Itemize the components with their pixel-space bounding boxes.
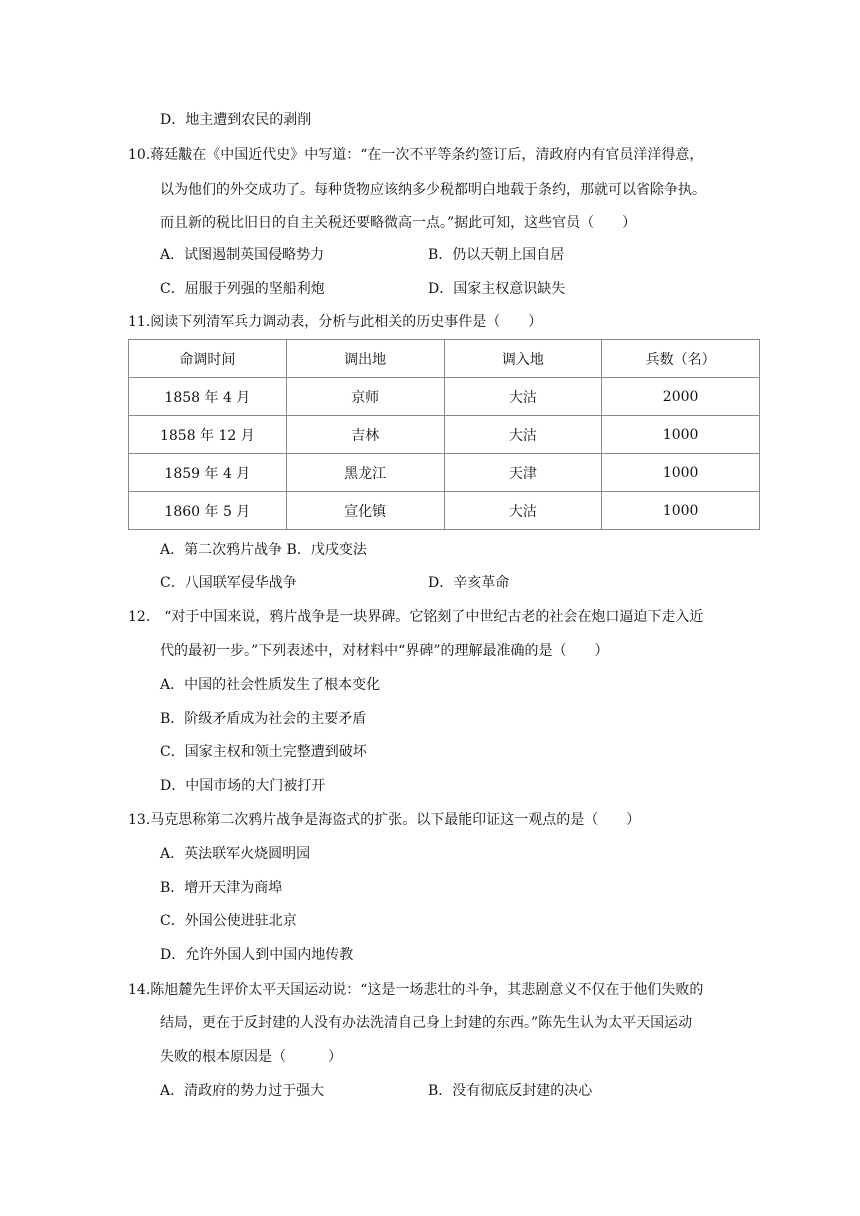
troop-deployment-table [128, 339, 760, 530]
q13-option-a: A．英法联军火烧圆明园 [160, 846, 311, 862]
table-row [129, 454, 760, 492]
table-cell: 吉林 [286, 416, 444, 454]
table-cell: 京师 [286, 378, 444, 416]
q11-option-a-b: A．第二次鸦片战争 B．戊戌变法 [160, 542, 367, 558]
table-row [129, 416, 760, 454]
table-header-row [129, 340, 760, 378]
q10-option-a: A．试图遏制英国侵略势力 [160, 247, 325, 263]
q14-option-a: A．清政府的势力过于强大 [160, 1083, 325, 1099]
q12-stem-line-1: 12. “对于中国来说，鸦片战争是一块界碑。它铭刻了中世纪古老的社会在炮口逼迫下走入近 [128, 609, 704, 625]
q13-option-b: B．增开天津为商埠 [160, 880, 283, 896]
table-cell: 1858 年 12 月 [129, 416, 287, 454]
table-header-cell: 兵数（名） [602, 340, 760, 378]
q12-stem-line-2: 代的最初一步。”下列表述中，对材料中“界碑”的理解最准确的是（ ） [160, 643, 609, 659]
table-row [129, 492, 760, 530]
table-cell: 1000 [602, 454, 760, 492]
q14-stem-line-3: 失败的根本原因是（ ） [160, 1049, 342, 1065]
table-header-cell: 调入地 [444, 340, 602, 378]
q9-option-d: D．地主遭到农民的剥削 [160, 112, 312, 128]
table-row [129, 378, 760, 416]
q14-option-b: B．没有彻底反封建的决心 [428, 1083, 593, 1099]
q11-stem: 11.阅读下列清军兵力调动表，分析与此相关的历史事件是（ ） [128, 314, 543, 330]
q12-option-d: D．中国市场的大门被打开 [160, 778, 326, 794]
table-cell: 1860 年 5 月 [129, 492, 287, 530]
table-cell: 大沽 [444, 416, 602, 454]
table-header-cell: 命调时间 [129, 340, 287, 378]
q11-option-c: C．八国联军侵华战争 [160, 575, 297, 591]
table-cell: 黑龙江 [286, 454, 444, 492]
table-cell: 大沽 [444, 378, 602, 416]
table-cell: 大沽 [444, 492, 602, 530]
q10-stem-line-1: 10.蒋廷黻在《中国近代史》中写道：“在一次不平等条约签订后，清政府内有官员洋洋得意， [128, 147, 704, 163]
q13-stem: 13.马克思称第二次鸦片战争是海盗式的扩张。以下最能印证这一观点的是（ ） [128, 812, 641, 828]
q13-option-c: C．外国公使进驻北京 [160, 913, 297, 929]
table-cell: 2000 [602, 378, 760, 416]
q11-option-d: D．辛亥革命 [428, 575, 510, 591]
table-cell: 1000 [602, 416, 760, 454]
q14-stem-line-2: 结局，更在于反封建的人没有办法洗清自己身上封建的东西。”陈先生认为太平天国运动 [160, 1015, 693, 1031]
table-header-cell: 调出地 [286, 340, 444, 378]
q12-option-b: B．阶级矛盾成为社会的主要矛盾 [160, 711, 367, 727]
q12-option-a: A．中国的社会性质发生了根本变化 [160, 677, 381, 693]
q12-option-c: C．国家主权和领土完整遭到破坏 [160, 744, 367, 760]
q13-option-d: D．允许外国人到中国内地传教 [160, 947, 354, 963]
q14-stem-line-1: 14.陈旭麓先生评价太平天国运动说：“这是一场悲壮的斗争，其悲剧意义不仅在于他们失败的 [128, 982, 704, 998]
q10-stem-line-3: 而且新的税比旧日的自主关税还要略微高一点。”据此可知，这些官员（ ） [160, 215, 637, 231]
q10-option-d: D．国家主权意识缺失 [428, 281, 566, 297]
q10-stem-line-2: 以为他们的外交成功了。每种货物应该纳多少税都明白地载于条约，那就可以省除争执。 [160, 182, 706, 198]
q10-option-b: B．仍以天朝上国自居 [428, 247, 565, 263]
table-cell: 宣化镇 [286, 492, 444, 530]
table-cell: 1000 [602, 492, 760, 530]
table-cell: 1858 年 4 月 [129, 378, 287, 416]
table-cell: 天津 [444, 454, 602, 492]
table-cell: 1859 年 4 月 [129, 454, 287, 492]
q10-option-c: C．屈服于列强的坚船利炮 [160, 281, 325, 297]
